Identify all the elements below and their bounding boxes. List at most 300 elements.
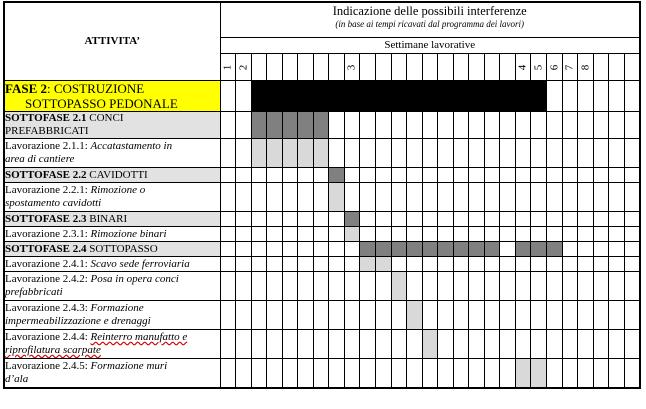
schedule-cell: [624, 242, 640, 257]
schedule-cell: [267, 272, 283, 301]
activity-row-work: [4, 359, 640, 388]
activity-row-work: [4, 227, 640, 242]
schedule-cell: [531, 183, 547, 212]
schedule-cell: [593, 183, 609, 212]
schedule-cell-filled: [344, 81, 360, 112]
week-number-cell: [484, 54, 500, 81]
schedule-cell: [329, 257, 345, 272]
schedule-cell-filled: [484, 242, 500, 257]
schedule-cell: [578, 139, 594, 168]
schedule-cell: [515, 168, 531, 183]
schedule-cell: [267, 242, 283, 257]
schedule-cell: [500, 112, 516, 139]
schedule-cell: [375, 272, 391, 301]
schedule-cell: [578, 212, 594, 227]
schedule-cell: [220, 359, 236, 388]
work-description: Rimozione o: [90, 184, 146, 196]
schedule-cell-filled: [515, 242, 531, 257]
schedule-cell: [469, 168, 485, 183]
schedule-cell: [453, 168, 469, 183]
schedule-cell: [360, 359, 376, 388]
schedule-cell: [344, 272, 360, 301]
schedule-cell: [546, 359, 562, 388]
subphase-title: CAVIDOTTI: [86, 168, 148, 181]
schedule-cell: [624, 139, 640, 168]
schedule-cell: [562, 359, 578, 388]
schedule-cell: [484, 183, 500, 212]
schedule-cell: [624, 272, 640, 301]
schedule-cell: [344, 112, 360, 139]
schedule-cell: [267, 212, 283, 227]
schedule-cell: [562, 227, 578, 242]
schedule-cell: [500, 330, 516, 359]
schedule-cell: [298, 257, 314, 272]
schedule-cell-filled: [546, 242, 562, 257]
schedule-cell-filled: [313, 139, 329, 168]
schedule-cell: [609, 112, 625, 139]
week-number-cell: [407, 54, 423, 81]
schedule-cell: [438, 330, 454, 359]
schedule-cell: [422, 301, 438, 330]
schedule-cell: [484, 330, 500, 359]
schedule-cell-filled: [375, 81, 391, 112]
schedule-cell: [391, 359, 407, 388]
schedule-cell: [609, 139, 625, 168]
schedule-cell: [531, 227, 547, 242]
schedule-cell: [236, 359, 252, 388]
schedule-cell: [515, 272, 531, 301]
schedule-cell: [422, 139, 438, 168]
week-number-cell: [236, 54, 252, 81]
schedule-cell: [375, 330, 391, 359]
schedule-cell: [438, 227, 454, 242]
schedule-cell: [531, 168, 547, 183]
work-code: Lavorazione 2.4.3:: [5, 302, 91, 314]
schedule-cell-filled: [453, 242, 469, 257]
schedule-cell: [546, 301, 562, 330]
schedule-cell-filled: [515, 359, 531, 388]
schedule-cell: [578, 168, 594, 183]
schedule-cell: [469, 330, 485, 359]
schedule-cell-filled: [469, 81, 485, 112]
schedule-cell: [422, 227, 438, 242]
schedule-cell: [438, 359, 454, 388]
week-number-cell: [515, 54, 531, 81]
schedule-cell: [236, 301, 252, 330]
schedule-cell: [251, 242, 267, 257]
schedule-cell: [578, 81, 594, 112]
schedule-cell: [407, 168, 423, 183]
schedule-cell: [329, 212, 345, 227]
schedule-cell-filled: [313, 81, 329, 112]
week-number-label: 1: [221, 64, 234, 70]
schedule-cell: [484, 272, 500, 301]
schedule-cell: [609, 359, 625, 388]
week-number-cell: [251, 54, 267, 81]
schedule-cell-filled: [360, 242, 376, 257]
schedule-cell: [391, 212, 407, 227]
schedule-cell: [593, 359, 609, 388]
schedule-cell: [624, 183, 640, 212]
subphase-title: BINARI: [86, 212, 128, 225]
schedule-cell: [438, 272, 454, 301]
schedule-cell: [422, 183, 438, 212]
schedule-cell: [282, 257, 298, 272]
schedule-cell: [360, 330, 376, 359]
work-description: Formazione: [90, 302, 144, 314]
activity-label-line1: [5, 273, 220, 286]
work-code: Lavorazione 2.1.1:: [5, 140, 91, 152]
schedule-cell: [220, 257, 236, 272]
schedule-cell: [624, 301, 640, 330]
schedule-cell-filled: [282, 81, 298, 112]
phase-code: FASE 2: [5, 81, 48, 96]
schedule-cell: [298, 330, 314, 359]
schedule-cell: [531, 272, 547, 301]
schedule-cell: [298, 242, 314, 257]
schedule-cell: [313, 359, 329, 388]
schedule-cell: [500, 359, 516, 388]
schedule-cell: [391, 139, 407, 168]
schedule-cell: [515, 183, 531, 212]
schedule-cell-filled: [360, 257, 376, 272]
schedule-cell: [484, 359, 500, 388]
schedule-cell: [344, 359, 360, 388]
activity-row-work: [4, 139, 640, 168]
schedule-cell: [609, 168, 625, 183]
schedule-cell: [236, 257, 252, 272]
activity-label: [4, 168, 220, 183]
schedule-cell: [500, 242, 516, 257]
schedule-cell: [375, 301, 391, 330]
schedule-cell: [500, 301, 516, 330]
schedule-cell: [313, 272, 329, 301]
schedule-frame: [2, 0, 644, 407]
schedule-cell: [609, 183, 625, 212]
schedule-cell: [500, 272, 516, 301]
schedule-cell: [469, 257, 485, 272]
schedule-cell: [282, 212, 298, 227]
schedule-cell: [562, 112, 578, 139]
schedule-cell: [453, 330, 469, 359]
schedule-cell-filled: [251, 112, 267, 139]
activity-row-work: [4, 257, 640, 272]
schedule-cell: [469, 139, 485, 168]
schedule-cell: [391, 168, 407, 183]
schedule-cell-filled: [329, 168, 345, 183]
schedule-cell: [267, 183, 283, 212]
schedule-cell: [562, 330, 578, 359]
week-number-cell: [344, 54, 360, 81]
schedule-cell: [407, 330, 423, 359]
schedule-cell: [593, 212, 609, 227]
work-description: Formazione muri: [90, 359, 168, 372]
schedule-cell-filled: [407, 81, 423, 112]
schedule-cell: [438, 257, 454, 272]
schedule-cell: [375, 168, 391, 183]
schedule-cell: [298, 212, 314, 227]
activity-row-phase: [4, 81, 640, 112]
schedule-cell: [391, 301, 407, 330]
schedule-cell: [609, 257, 625, 272]
schedule-cell: [220, 227, 236, 242]
activity-label: [4, 301, 220, 330]
schedule-cell: [407, 272, 423, 301]
activity-row-sub: [4, 212, 640, 227]
schedule-cell: [469, 272, 485, 301]
schedule-cell: [593, 330, 609, 359]
work-description: Rimozione binari: [90, 227, 167, 240]
schedule-cell-filled: [282, 139, 298, 168]
schedule-cell: [624, 227, 640, 242]
schedule-cell: [609, 242, 625, 257]
schedule-cell: [422, 257, 438, 272]
schedule-cell: [220, 242, 236, 257]
interference-title: Indicazione delle possibili interferenze: [332, 4, 527, 18]
schedule-cell: [313, 168, 329, 183]
schedule-cell-filled: [344, 227, 360, 242]
schedule-cell: [360, 227, 376, 242]
schedule-cell: [531, 257, 547, 272]
schedule-cell: [469, 359, 485, 388]
schedule-cell: [236, 139, 252, 168]
activity-row-sub: [4, 112, 640, 139]
week-number-label: 7: [563, 64, 576, 70]
schedule-cell: [515, 227, 531, 242]
work-description: Accatastamento in: [90, 140, 173, 152]
activity-label-line1: [5, 360, 220, 373]
schedule-cell: [407, 227, 423, 242]
work-code: Lavorazione 2.2.1:: [5, 184, 91, 196]
schedule-cell: [329, 330, 345, 359]
activity-label-line2: area di cantiere: [5, 153, 75, 165]
schedule-cell: [531, 139, 547, 168]
schedule-cell: [438, 168, 454, 183]
schedule-cell: [609, 212, 625, 227]
interference-gantt-table: [3, 1, 641, 389]
phase-title: : COSTRUZIONE: [47, 81, 145, 96]
activity-label-line1: [5, 302, 220, 315]
schedule-cell-filled: [438, 81, 454, 112]
schedule-cell: [422, 112, 438, 139]
schedule-cell: [236, 183, 252, 212]
schedule-cell: [453, 227, 469, 242]
activity-row-work: [4, 183, 640, 212]
week-number-label: 6: [547, 64, 560, 70]
schedule-cell: [531, 112, 547, 139]
schedule-cell: [236, 81, 252, 112]
schedule-cell: [282, 272, 298, 301]
schedule-cell: [546, 112, 562, 139]
schedule-cell-filled: [298, 139, 314, 168]
schedule-cell: [438, 139, 454, 168]
schedule-cell: [375, 359, 391, 388]
schedule-cell: [282, 183, 298, 212]
week-number-cell: [546, 54, 562, 81]
activity-label-line2: impermeabilizzazione e drenaggi: [5, 315, 151, 327]
schedule-cell: [313, 183, 329, 212]
activity-label-line1: [5, 140, 220, 153]
schedule-cell-filled: [422, 330, 438, 359]
schedule-cell: [329, 112, 345, 139]
schedule-cell-filled: [313, 112, 329, 139]
activity-label: [4, 242, 220, 257]
week-number-cell: [578, 54, 594, 81]
schedule-cell: [220, 212, 236, 227]
schedule-cell: [453, 139, 469, 168]
schedule-cell-filled: [422, 81, 438, 112]
week-number-cell: [438, 54, 454, 81]
schedule-cell: [251, 330, 267, 359]
week-number-cell: [593, 54, 609, 81]
schedule-cell: [391, 227, 407, 242]
schedule-cell: [344, 139, 360, 168]
schedule-cell: [251, 301, 267, 330]
activity-label-line1: [5, 331, 220, 344]
schedule-cell: [609, 227, 625, 242]
schedule-cell: [438, 212, 454, 227]
schedule-cell-filled: [267, 112, 283, 139]
schedule-cell: [298, 183, 314, 212]
activity-label-line2: riprofilatura scarpate: [5, 344, 101, 356]
schedule-cell: [236, 168, 252, 183]
subphase-title: CONCI: [86, 112, 124, 124]
schedule-cell-filled: [298, 112, 314, 139]
schedule-cell: [484, 112, 500, 139]
schedule-cell: [578, 257, 594, 272]
schedule-cell: [624, 212, 640, 227]
schedule-cell: [220, 183, 236, 212]
schedule-cell: [562, 257, 578, 272]
schedule-cell: [360, 212, 376, 227]
schedule-cell: [236, 112, 252, 139]
schedule-cell: [236, 242, 252, 257]
schedule-cell: [546, 272, 562, 301]
week-number-label: 2: [236, 64, 249, 70]
schedule-cell: [562, 183, 578, 212]
schedule-cell: [593, 301, 609, 330]
schedule-cell: [282, 168, 298, 183]
schedule-cell: [484, 212, 500, 227]
schedule-cell: [298, 227, 314, 242]
activity-label-line1: [5, 258, 220, 271]
schedule-cell: [624, 81, 640, 112]
schedule-cell: [438, 112, 454, 139]
schedule-cell: [578, 301, 594, 330]
schedule-cell: [236, 272, 252, 301]
activity-label-line1: [5, 213, 220, 226]
schedule-cell: [220, 112, 236, 139]
activity-label-line1: [5, 184, 220, 197]
schedule-cell: [453, 272, 469, 301]
schedule-cell: [251, 183, 267, 212]
week-number-cell: [313, 54, 329, 81]
week-number-label: 3: [345, 64, 358, 70]
schedule-cell: [282, 227, 298, 242]
schedule-cell: [391, 257, 407, 272]
schedule-cell: [251, 257, 267, 272]
schedule-cell: [546, 212, 562, 227]
work-description: Posa in opera conci: [90, 273, 179, 285]
subphase-title: SOTTOPASSO: [86, 242, 158, 255]
work-code: Lavorazione 2.4.4:: [5, 331, 91, 343]
schedule-cell-filled: [531, 359, 547, 388]
schedule-cell: [562, 212, 578, 227]
schedule-cell: [313, 330, 329, 359]
schedule-cell-filled: [375, 257, 391, 272]
schedule-cell: [531, 301, 547, 330]
schedule-cell: [593, 227, 609, 242]
schedule-cell: [562, 81, 578, 112]
schedule-cell: [267, 257, 283, 272]
schedule-cell: [453, 359, 469, 388]
schedule-cell: [593, 139, 609, 168]
schedule-cell: [344, 257, 360, 272]
schedule-cell: [407, 359, 423, 388]
work-description: Scavo sede ferroviaria: [90, 257, 190, 270]
schedule-cell: [453, 301, 469, 330]
schedule-cell: [422, 168, 438, 183]
week-number-cell: [282, 54, 298, 81]
schedule-cell: [593, 272, 609, 301]
activity-label: [4, 112, 220, 139]
schedule-cell: [375, 112, 391, 139]
week-number-cell: [391, 54, 407, 81]
schedule-cell: [453, 212, 469, 227]
schedule-cell: [593, 242, 609, 257]
schedule-cell: [546, 81, 562, 112]
schedule-cell: [251, 168, 267, 183]
schedule-cell: [344, 183, 360, 212]
schedule-cell-filled: [407, 242, 423, 257]
schedule-cell: [500, 183, 516, 212]
schedule-cell: [344, 168, 360, 183]
schedule-cell: [313, 242, 329, 257]
schedule-cell-filled: [469, 242, 485, 257]
schedule-cell: [624, 359, 640, 388]
schedule-cell-filled: [267, 139, 283, 168]
activity-label: [4, 272, 220, 301]
schedule-cell: [562, 301, 578, 330]
activity-label-line1: [5, 169, 220, 182]
schedule-cell-filled: [329, 183, 345, 212]
schedule-cell: [422, 272, 438, 301]
schedule-cell: [298, 272, 314, 301]
schedule-cell: [515, 112, 531, 139]
schedule-cell: [453, 257, 469, 272]
schedule-cell: [469, 183, 485, 212]
schedule-cell: [500, 139, 516, 168]
schedule-cell: [562, 139, 578, 168]
schedule-cell: [313, 257, 329, 272]
schedule-cell: [546, 330, 562, 359]
schedule-cell: [593, 168, 609, 183]
schedule-cell: [500, 227, 516, 242]
schedule-cell: [546, 227, 562, 242]
working-weeks-header: Settimane lavorative: [220, 38, 640, 54]
week-number-cell: [329, 54, 345, 81]
schedule-cell: [484, 227, 500, 242]
schedule-cell: [329, 272, 345, 301]
schedule-cell: [562, 242, 578, 257]
activity-label-line1: [5, 228, 220, 241]
schedule-cell: [407, 183, 423, 212]
schedule-cell-filled: [282, 112, 298, 139]
activity-label: [4, 139, 220, 168]
schedule-cell-filled: [391, 272, 407, 301]
schedule-cell: [267, 168, 283, 183]
schedule-cell: [407, 212, 423, 227]
